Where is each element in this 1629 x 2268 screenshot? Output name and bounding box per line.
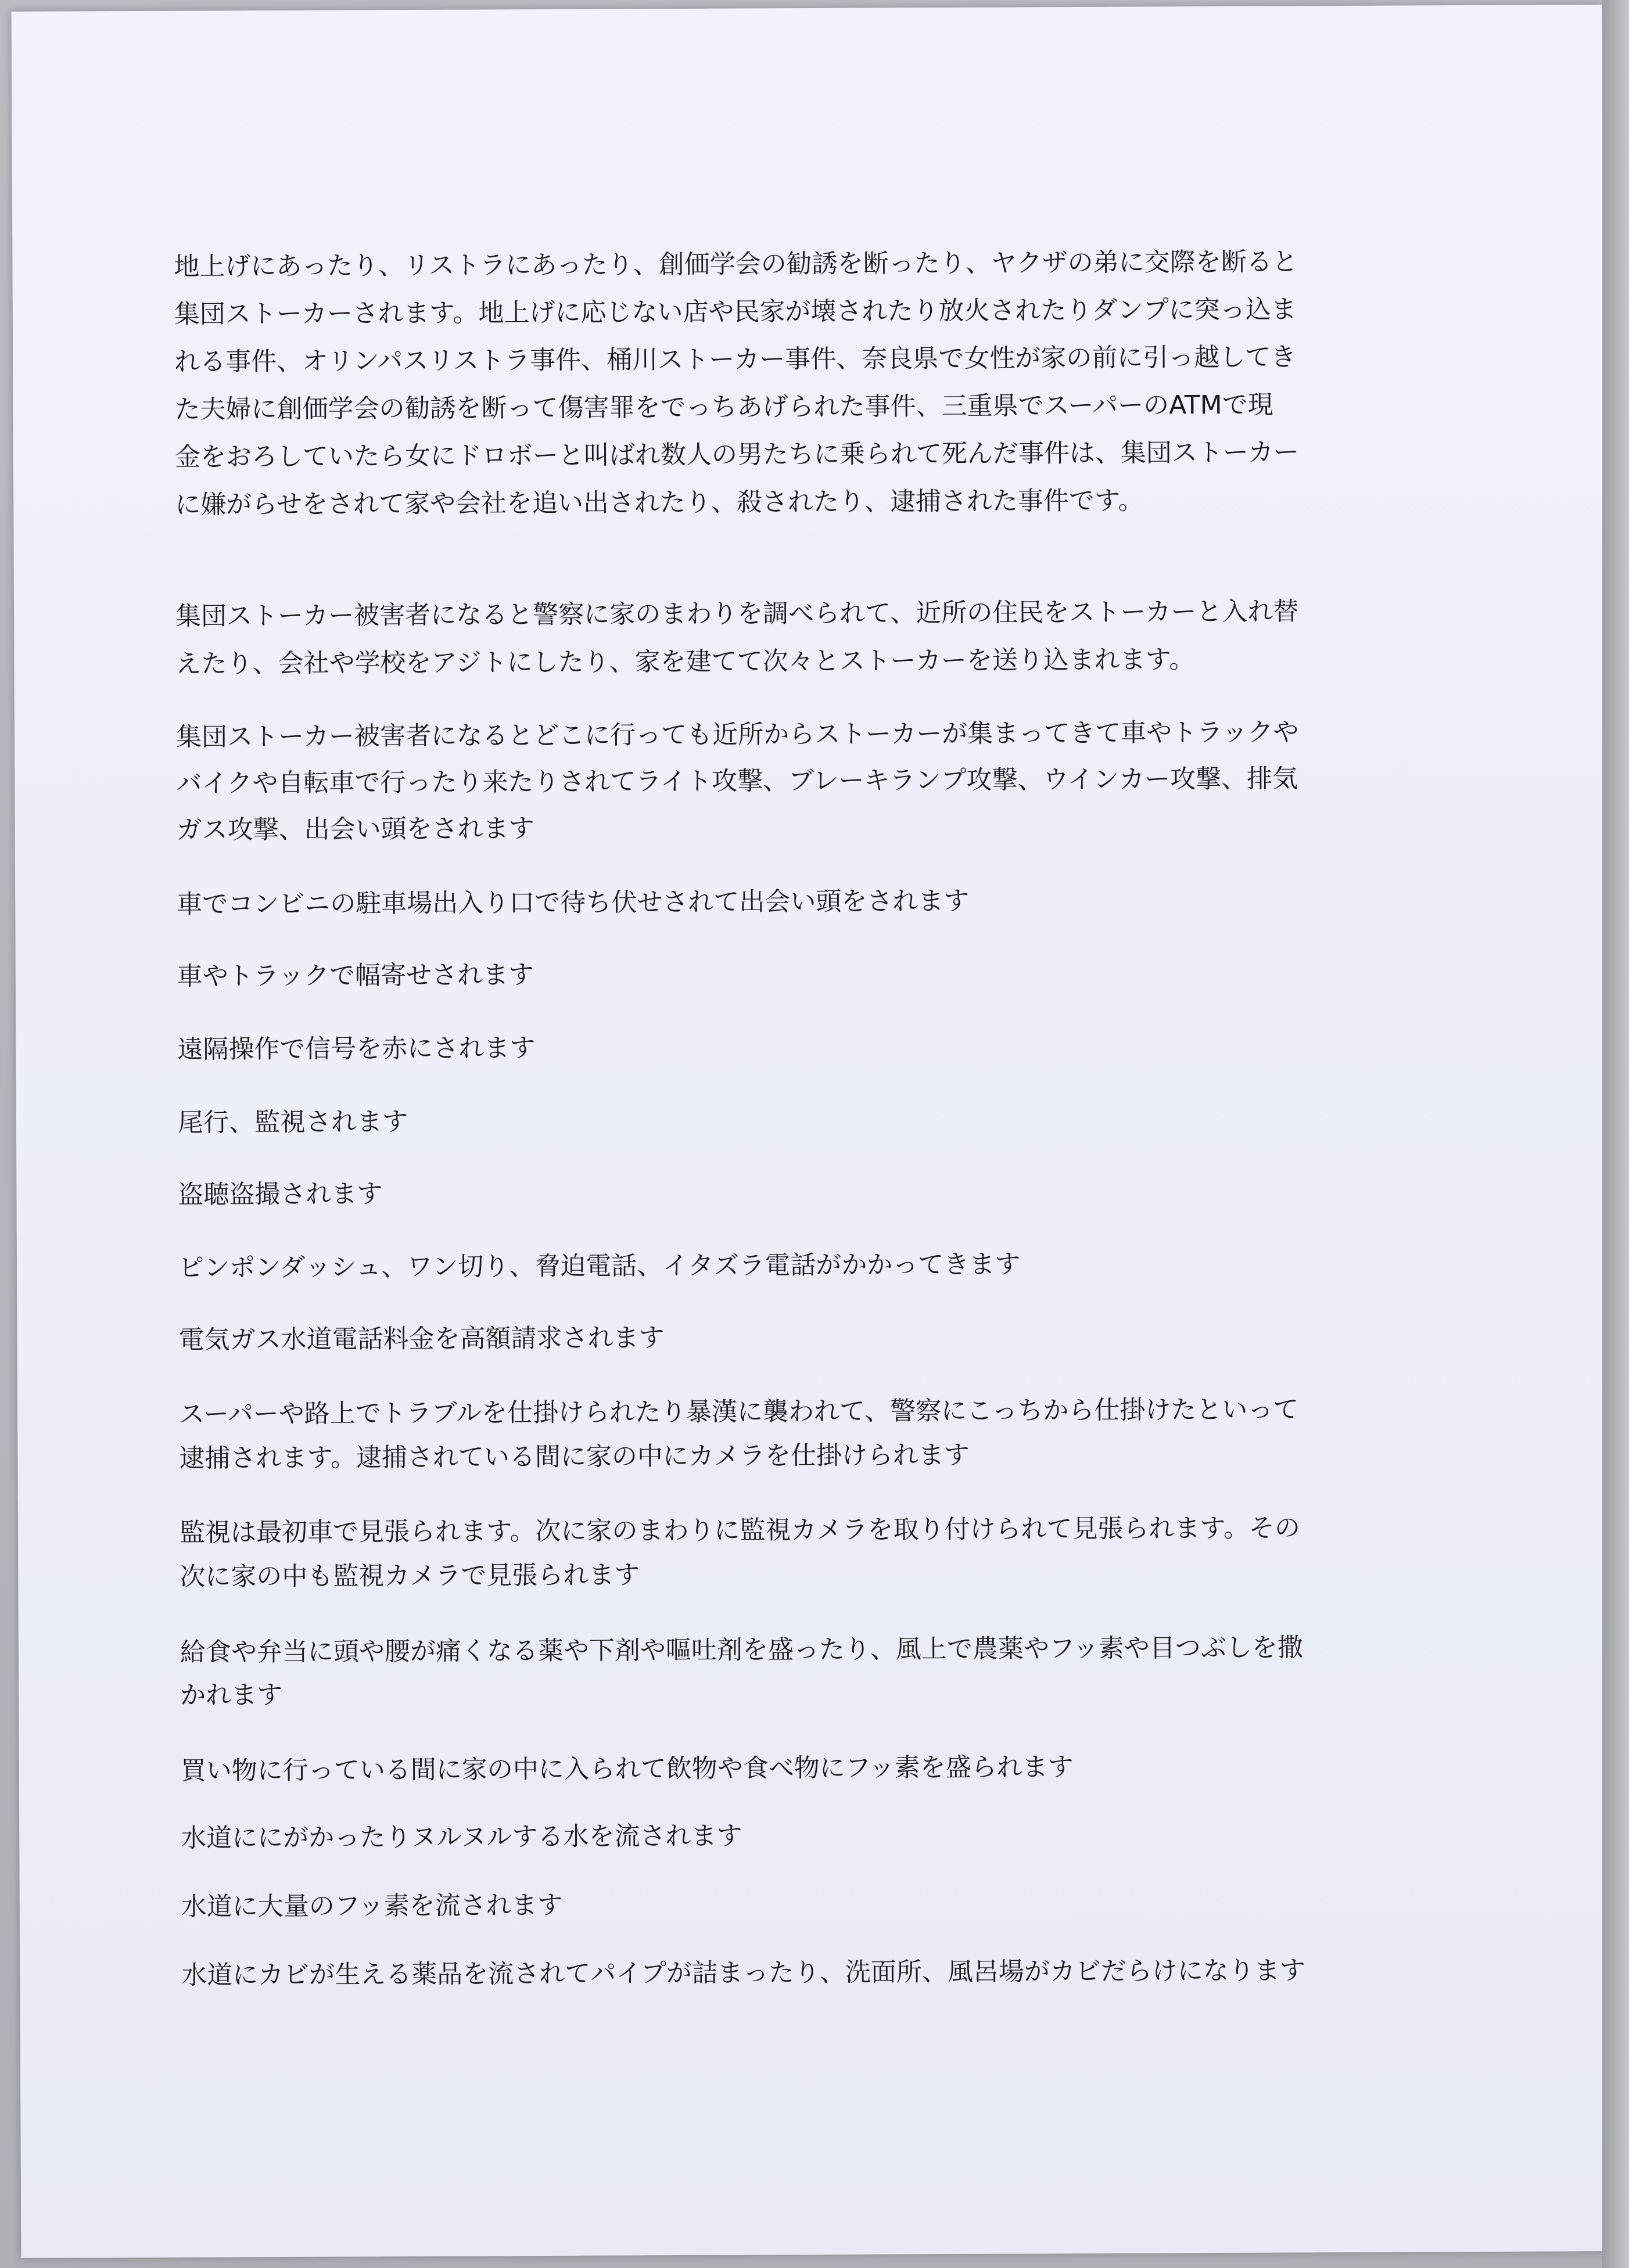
text-line-23: 給食や弁当に頭や腰が痛くなる薬や下剤や嘔吐剤を盛ったり、風上で農薬やフッ素や目つぶしを撒 — [180, 1633, 1303, 1667]
text-line-15: 尾行、監視されます — [177, 1107, 408, 1138]
text-line-5: 金をおろしていたら女にドロボーと叫ばれ数人の男たちに乗られて死んだ事件は、集団ストーカー — [174, 437, 1300, 472]
text-line-2: 集団ストーカーされます。地上げに応じない店や民家が壊されたり放火されたりダンプに突っ込ま — [174, 294, 1297, 329]
text-line-19: スーパーや路上でトラブルを仕掛けられたり暴漢に襲われて、警察にこっちから仕掛けたといって — [179, 1394, 1299, 1429]
text-line-7: 集団ストーカー被害者になると警察に家のまわりを調べられて、近所の住民をストーカーと入れ替 — [175, 596, 1299, 631]
text-line-10: バイクや自転車で行ったり来たりされてライト攻撃、ブレーキランプ攻撃、ウインカー攻撃、排気 — [176, 764, 1298, 799]
text-line-6: に嫌がらせをされて家や会社を追い出されたり、殺されたり、逮捕された事件です。 — [175, 486, 1144, 520]
text-line-12: 車でコンビニの駐車場出入り口で待ち伏せされて出会い頭をされます — [177, 886, 970, 919]
text-line-24: かれます — [180, 1680, 283, 1710]
paper-sheet — [12, 5, 1612, 2258]
text-line-21: 監視は最初車で見張られます。次に家のまわりに監視カメラを取り付けられて見張られます。その — [179, 1513, 1301, 1548]
text-line-4: た夫婦に創価学会の勧誘を断って傷害罪をでっちあげられた事件、三重県でスーパーのATMで現 — [174, 390, 1273, 425]
text-line-9: 集団ストーカー被害者になるとどこに行っても近所からストーカーが集まってきて車やトラックや — [175, 717, 1299, 752]
background-edge — [1602, 0, 1629, 2268]
text-line-25: 買い物に行っている間に家の中に入られて飲物や食べ物にフッ素を盛られます — [180, 1752, 1074, 1786]
text-line-26: 水道ににがかったりヌルヌルする水を流されます — [181, 1821, 742, 1853]
text-line-28: 水道にカビが生える薬品を流されてパイプが詰まったり、洗面所、風呂場がカビだらけになります — [181, 1956, 1306, 1990]
text-line-20: 逮捕されます。逮捕されている間に家の中にカメラを仕掛けられます — [179, 1440, 970, 1473]
text-line-16: 盗聴盗撮されます — [178, 1179, 383, 1210]
text-line-11: ガス攻撃、出会い頭をされます — [176, 814, 534, 845]
text-line-22: 次に家の中も監視カメラで見張られます — [180, 1560, 640, 1592]
text-line-13: 車やトラックで幅寄せされます — [177, 960, 534, 991]
text-line-17: ピンポンダッシュ、ワン切り、脅迫電話、イタズラ電話がかかってきます — [178, 1249, 1021, 1283]
text-line-8: えたり、会社や学校をアジトにしたり、家を建てて次々とストーカーを送り込まれます。 — [175, 645, 1195, 679]
text-line-3: れる事件、オリンパスリストラ事件、桶川ストーカー事件、奈良県で女性が家の前に引っ越してき — [174, 342, 1297, 377]
text-line-18: 電気ガス水道電話料金を高額請求されます — [178, 1323, 665, 1355]
text-line-14: 遠隔操作で信号を赤にされます — [177, 1033, 536, 1065]
text-line-1: 地上げにあったり、リストラにあったり、創価学会の勧誘を断ったり、ヤクザの弟に交際を断ると — [174, 247, 1298, 282]
document-body — [173, 5, 1474, 1990]
text-line-27: 水道に大量のフッ素を流されます — [181, 1890, 563, 1922]
